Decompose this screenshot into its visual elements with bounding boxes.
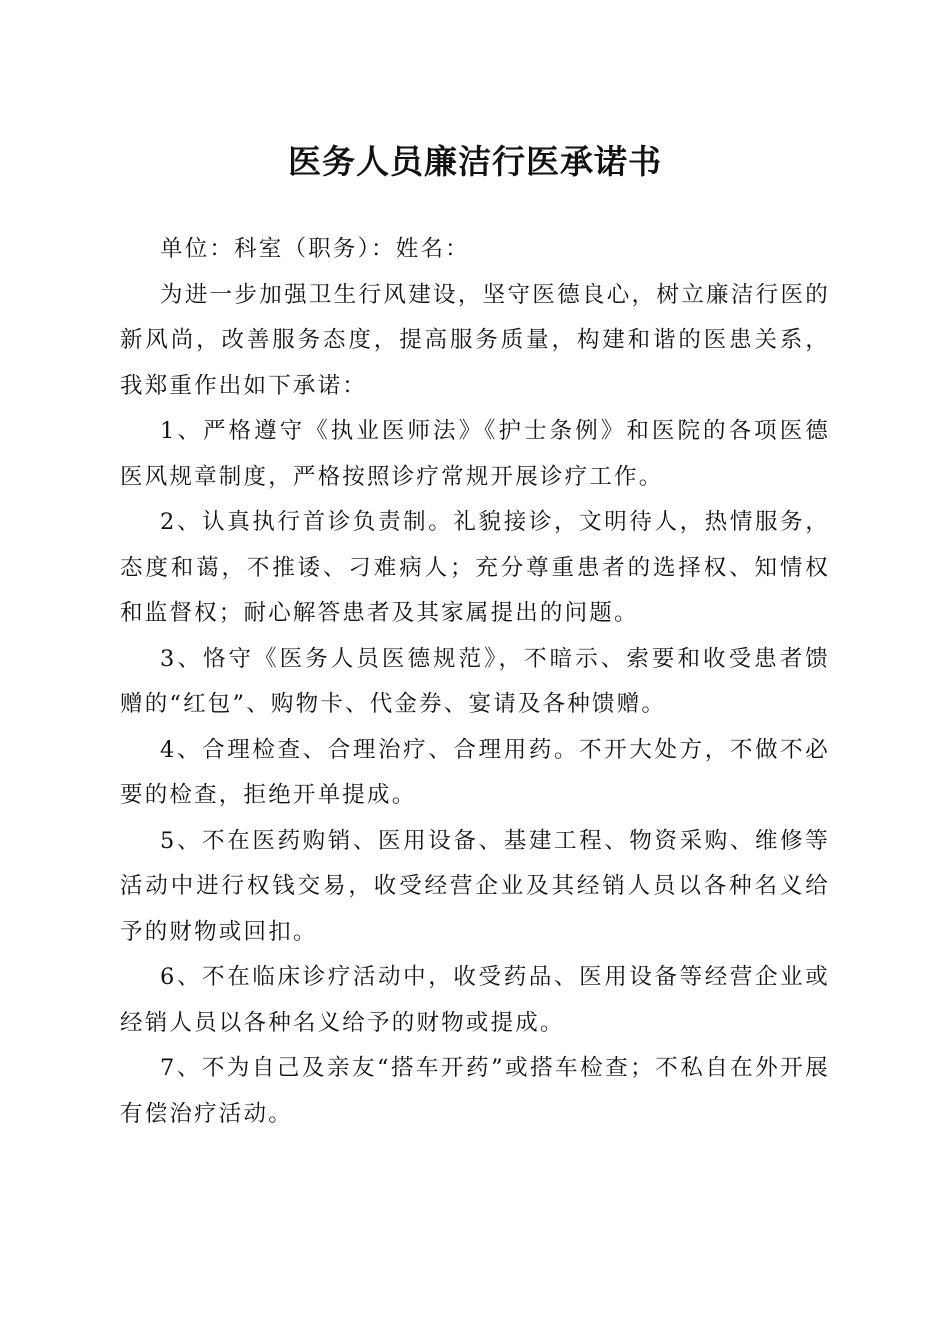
document-body [120, 227, 830, 1137]
pledge-item-7: 7、不为自己及亲友“搭车开药”或搭车检查；不私自在外开展有偿治疗活动。 [120, 1055, 830, 1127]
pledge-item-2: 2、认真执行首诊负责制。礼貌接诊，文明待人，热情服务，态度和蔼，不推诿、刁难病人；充分尊重患者的选择权、知情权和监督权；耐心解答患者及其家属提出的问题。 [120, 509, 830, 626]
document-title: 医务人员廉洁行医承诺书 [288, 142, 662, 181]
pledge-item-5: 5、不在医药购销、医用设备、基建工程、物资采购、维修等活动中进行权钱交易，收受经营企业及其经销人员以各种名义给予的财物或回扣。 [120, 827, 830, 945]
pledge-item-1: 1、严格遵守《执业医师法》《护士条例》和医院的各项医德医风规章制度，严格按照诊疗常规开展诊疗工作。 [120, 418, 830, 490]
header-line: 单位：科室（职务）：姓名： [160, 236, 470, 262]
pledge-item-3: 3、恪守《医务人员医德规范》，不暗示、索要和收受患者馈赠的“红包”、购物卡、代金券、宴请及各种馈赠。 [120, 645, 830, 717]
pledge-item-4: 4、合理检查、合理治疗、合理用药。不开大处方，不做不必要的检查，拒绝开单提成。 [120, 736, 830, 808]
pledge-item-6: 6、不在临床诊疗活动中，收受药品、医用设备等经营企业或经销人员以各种名义给予的财物或提成。 [120, 964, 830, 1036]
intro-paragraph: 为进一步加强卫生行风建设，坚守医德良心，树立廉洁行医的新风尚，改善服务态度，提高服务质量，构建和谐的医患关系，我郑重作出如下承诺： [120, 281, 830, 399]
